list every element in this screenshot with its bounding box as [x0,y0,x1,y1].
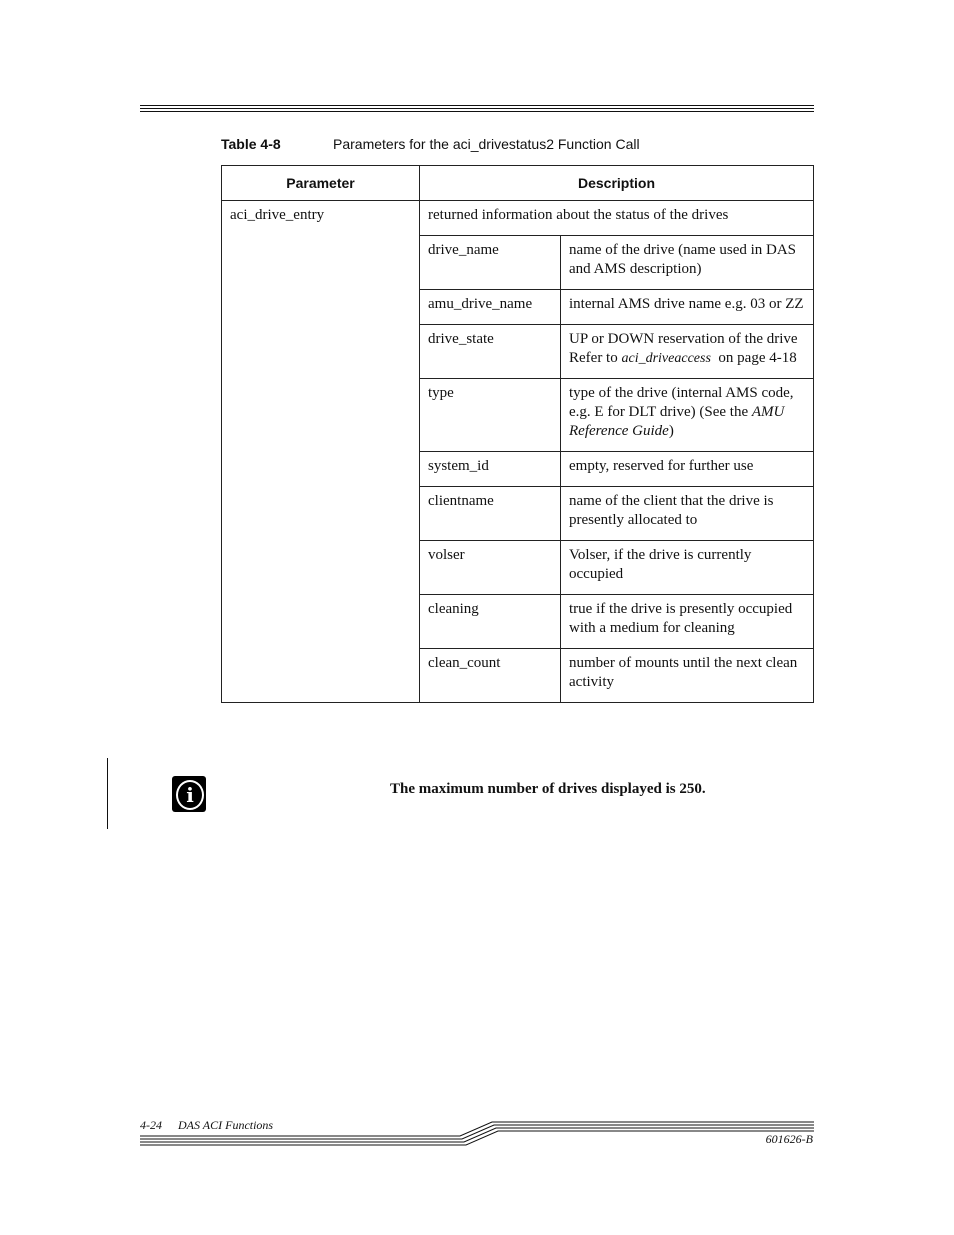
page-number: 4-24 [140,1118,162,1132]
field-description: name of the client that the drive is presently allocated to [561,487,814,541]
field-name: drive_name [420,236,561,290]
note-margin-bar [107,758,108,829]
info-icon [172,776,206,812]
table-header-row [222,166,814,201]
field-description [561,379,814,452]
parameters-table [221,165,814,703]
info-icon-glyph: i [176,780,204,810]
field-description-text: UP or DOWN reservation of the drive [569,331,798,347]
table-number: Table 4-8 [221,136,281,152]
reference-guide-title: AMU Reference Guide [569,404,785,439]
field-description-end: ) [668,423,674,439]
param-description: returned information about the status of the drives [420,201,814,236]
header-rule-middle [140,108,814,109]
field-description-text: type of the drive (internal AMS code, e.g. E for DLT drive) (See the [569,385,794,420]
footer-left [140,1118,273,1133]
field-description: true if the drive is presently occupied with a medium for cleaning [561,595,814,649]
header-description: Description [420,166,814,201]
field-description: Volser, if the drive is currently occupied [561,541,814,595]
field-description: number of mounts until the next clean activity [561,649,814,703]
cross-reference-suffix: on page 4-18 [710,350,797,366]
document-id: 601626-B [765,1132,813,1146]
cross-reference-prefix: Refer to [569,350,622,366]
field-name: clientname [420,487,561,541]
field-description [561,325,814,379]
header-rule-bottom [140,111,814,112]
field-name: drive_state [420,325,561,379]
note-text: The maximum number of drives displayed is 250. [390,781,706,797]
field-name: clean_count [420,649,561,703]
param-name: aci_drive_entry [222,201,420,703]
field-description: internal AMS drive name e.g. 03 or ZZ [561,290,814,325]
field-description: empty, reserved for further use [561,452,814,487]
table-row [222,201,814,236]
header-rule-top [140,105,814,106]
cross-reference-link[interactable]: aci_driveaccess [621,351,711,366]
header-parameter: Parameter [222,166,420,201]
section-title: DAS ACI Functions [178,1118,274,1132]
field-name: amu_drive_name [420,290,561,325]
field-name: type [420,379,561,452]
table-title: Parameters for the aci_drivestatus2 Function Call [333,136,640,152]
table-caption [221,136,815,152]
field-name: volser [420,541,561,595]
field-name: cleaning [420,595,561,649]
field-name: system_id [420,452,561,487]
field-description: name of the drive (name used in DAS and AMS description) [561,236,814,290]
